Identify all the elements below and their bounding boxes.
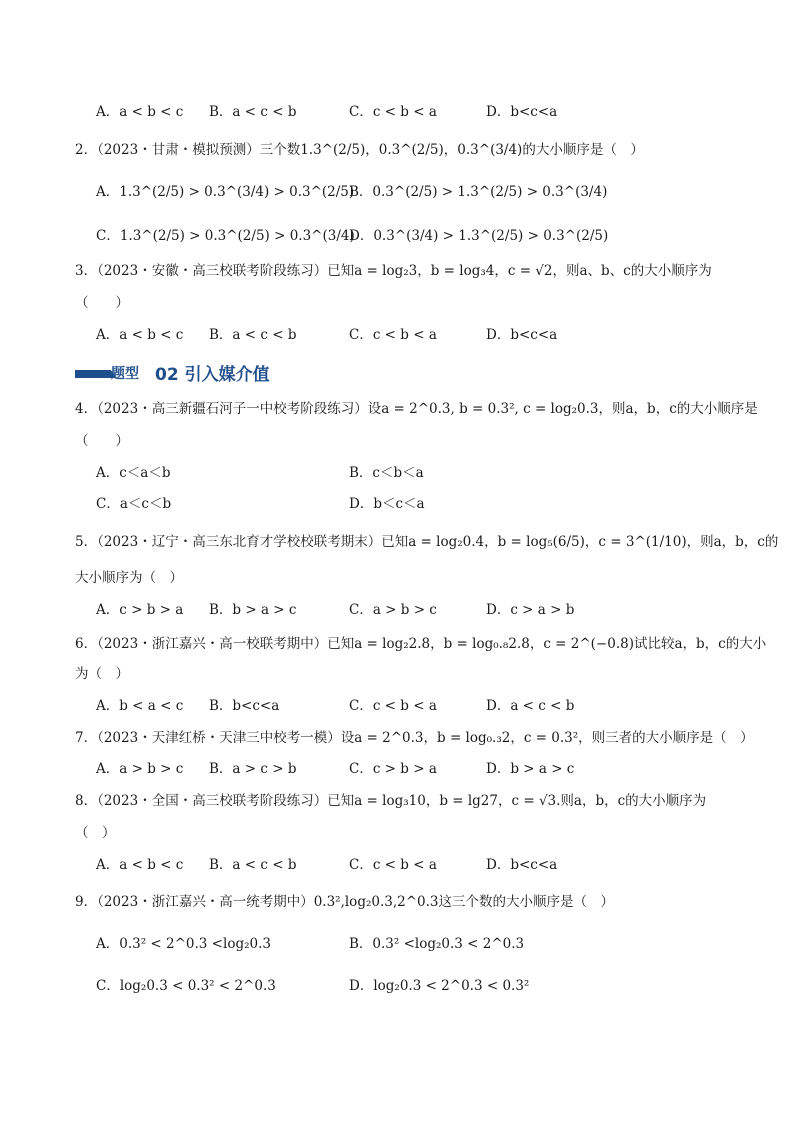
q2-stem-text: 2．（2023・甘肃・模拟预测）三个数: [75, 142, 301, 158]
q1-option-c[interactable]: C．c < b < a: [349, 104, 437, 120]
q9-stem: 9．（2023・浙江嘉兴・高一统考期中）0.3²,log₂0.3,2^0.3这三个数的大小顺序是（ ）: [75, 894, 614, 910]
q4-option-c[interactable]: C．a＜c＜b: [96, 496, 172, 512]
q5-option-d[interactable]: D．c > a > b: [486, 602, 575, 618]
q5-option-b[interactable]: B．b > a > c: [209, 602, 297, 618]
q1-option-d[interactable]: D．b<c<a: [486, 104, 558, 120]
q6-option-d[interactable]: D．a < c < b: [486, 698, 575, 714]
q3-stem-continuation: （ ）: [75, 295, 129, 311]
q2-stem-tail: 的大小顺序是（ ）: [522, 142, 644, 158]
q8-option-d[interactable]: D．b<c<a: [486, 857, 558, 873]
section-heading: [75, 360, 270, 384]
q9-option-a[interactable]: A．0.3² < 2^0.3 <log₂0.3: [96, 936, 271, 952]
q1-option-b[interactable]: B．a < c < b: [209, 104, 297, 120]
q2-option-a[interactable]: A．1.3^(2/5) > 0.3^(3/4) > 0.3^(2/5): [96, 184, 355, 200]
q7-option-c[interactable]: C．c > b > a: [349, 761, 437, 777]
q8-stem-continuation: （ ）: [75, 825, 116, 841]
q5-option-c[interactable]: C．a > b > c: [349, 602, 437, 618]
q3-option-a[interactable]: A．a < b < c: [96, 327, 184, 343]
q2-option-c[interactable]: C．1.3^(2/5) > 0.3^(2/5) > 0.3^(3/4): [96, 228, 355, 244]
q6-option-a[interactable]: A．b < a < c: [96, 698, 184, 714]
q4-option-b[interactable]: B．c＜b＜a: [349, 465, 424, 481]
section-tag: [75, 362, 153, 382]
q6-stem-continuation: 为（ ）: [75, 666, 129, 682]
q1-option-a[interactable]: A．a < b < c: [96, 104, 184, 120]
q4-option-a[interactable]: A．c＜a＜b: [96, 465, 171, 481]
q8-option-c[interactable]: C．c < b < a: [349, 857, 437, 873]
q9-option-c[interactable]: C．log₂0.3 < 0.3² < 2^0.3: [96, 978, 276, 994]
q5-stem: 5．（2023・辽宁・高三东北育才学校校联考期末）已知a = log₂0.4，b = log₅(6/5)，c = 3^(1/10)，则a，b，c的: [75, 534, 779, 550]
section-title: 02 引入媒介值: [155, 364, 270, 385]
q7-option-b[interactable]: B．a > c > b: [209, 761, 297, 777]
q5-option-a[interactable]: A．c > b > a: [96, 602, 184, 618]
q4-option-d[interactable]: D．b＜c＜a: [349, 496, 425, 512]
q3-option-b[interactable]: B．a < c < b: [209, 327, 297, 343]
q6-option-c[interactable]: C．c < b < a: [349, 698, 437, 714]
q9-option-d[interactable]: D．log₂0.3 < 2^0.3 < 0.3²: [349, 978, 530, 994]
q9-option-b[interactable]: B．0.3² <log₂0.3 < 2^0.3: [349, 936, 525, 952]
q6-option-b[interactable]: B．b<c<a: [209, 698, 280, 714]
q2-stem: [75, 141, 644, 159]
q7-option-d[interactable]: D．b > a > c: [486, 761, 575, 777]
q8-stem: 8．（2023・全国・高三校联考阶段练习）已知a = log₃10，b = lg27，c = √3.则a，b，c的大小顺序为: [75, 793, 707, 809]
q2-stem-expression: 1.3^(2/5)，0.3^(2/5)，0.3^(3/4): [300, 142, 523, 158]
q7-stem: 7．（2023・天津红桥・天津三中校考一模）设a = 2^0.3，b = log₀.₃2，c = 0.3²，则三者的大小顺序是（ ）: [75, 730, 754, 746]
q2-option-b[interactable]: B．0.3^(2/5) > 1.3^(2/5) > 0.3^(3/4): [349, 184, 608, 200]
section-tag-label: 题型: [111, 366, 139, 382]
q4-stem-continuation: （ ）: [75, 433, 129, 449]
q3-option-d[interactable]: D．b<c<a: [486, 327, 558, 343]
q8-option-b[interactable]: B．a < c < b: [209, 857, 297, 873]
q4-stem: 4．（2023・高三新疆石河子一中校考阶段练习）设a = 2^0.3, b = 0.3², c = log₂0.3，则a，b，c的大小顺序是: [75, 401, 758, 417]
q8-option-a[interactable]: A．a < b < c: [96, 857, 184, 873]
q7-option-a[interactable]: A．a > b > c: [96, 761, 184, 777]
q5-stem-continuation: 大小顺序为（ ）: [75, 570, 183, 586]
q3-stem: 3．（2023・安徽・高三校联考阶段练习）已知a = log₂3，b = log₃4，c = √2，则a、b、c的大小顺序为: [75, 263, 712, 279]
q6-stem: 6．（2023・浙江嘉兴・高一校联考期中）已知a = log₂2.8，b = log₀.₈2.8，c = 2^(−0.8)试比较a，b，c的大小: [75, 636, 767, 652]
q3-option-c[interactable]: C．c < b < a: [349, 327, 437, 343]
q2-option-d[interactable]: D．0.3^(3/4) > 1.3^(2/5) > 0.3^(2/5): [349, 228, 609, 244]
